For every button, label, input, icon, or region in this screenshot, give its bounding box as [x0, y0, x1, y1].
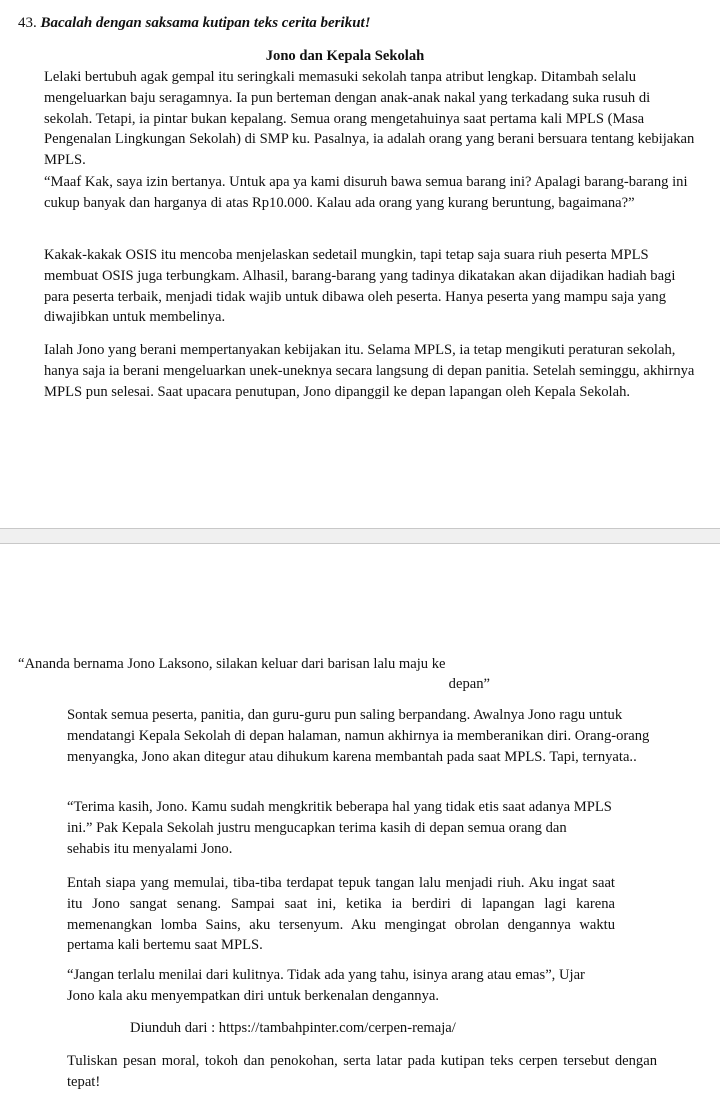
story-paragraph: Lelaki bertubuh agak gempal itu seringkali memasuki sekolah tanpa atribut lengkap. Ditambah selalu mengeluarkan baju seragamnya. Ia pun berteman dengan anak-anak nakal yang terkadang suka rusuh di sekolah. Tetapi, ia pintar bukan kepalang. Semua orang mengetahuinya saat pertama kali MPLS (Masa Pengenalan Lingkungan Sekolah) di SMP ku. Pasalnya, ia adalah orang yang berani bersuara tentang kebijakan MPLS. [44, 69, 695, 169]
story-paragraph: Ialah Jono yang berani mempertanyakan kebijakan itu. Selama MPLS, ia tetap mengikuti peraturan sekolah, hanya saja ia berani mengeluarkan unek-uneknya secara langsung di depan panitia. Setelah seminggu, akhirnya MPLS pun selesai. Saat upacara penutupan, Jono dipanggil ke depan lapangan oleh Kepala Sekolah. [44, 342, 695, 400]
page-break-divider [0, 528, 720, 544]
question-instruction: Bacalah dengan saksama kutipan teks cerita berikut! [40, 15, 371, 31]
document-page-1 [0, 0, 720, 528]
question-header [18, 13, 708, 34]
question-number: 43. [18, 15, 37, 31]
task-instruction: Tuliskan pesan moral, tokoh dan penokohan, serta latar pada kutipan teks cerpen tersebut dengan tepat! [67, 1053, 657, 1090]
source-citation: Diunduh dari : https://tambahpinter.com/cerpen-remaja/ [130, 1020, 456, 1036]
story-paragraph: “Jangan terlalu menilai dari kulitnya. Tidak ada yang tahu, isinya arang atau emas”, Ujar Jono kala aku menyempatkan diri untuk berkenalan dengannya. [67, 967, 585, 1004]
story-paragraph: “Terima kasih, Jono. Kamu sudah mengkritik beberapa hal yang tidak etis saat adanya MPLS ini.” Pak Kepala Sekolah justru mengucapkan terima kasih di depan semua orang dan sehabis itu menyalami Jono. [67, 799, 612, 857]
principal-call-line-2: depan” [448, 676, 490, 692]
story-paragraph: “Maaf Kak, saya izin bertanya. Untuk apa ya kami disuruh bawa semua barang ini? Apalagi barang-barang ini cukup banyak dan harganya di atas Rp10.000. Kalau ada orang yang kurang beruntung, bagaimana?” [44, 174, 688, 211]
story-paragraph: Sontak semua peserta, panitia, dan guru-guru pun saling berpandang. Awalnya Jono ragu untuk mendatangi Kepala Sekolah di depan halaman, namun akhirnya ia memberanikan diri. Orang-orang menyangka, Jono akan ditegur atau dihukum karena membantah pada saat MPLS. Tapi, ternyata.. [67, 707, 650, 765]
story-paragraph: Kakak-kakak OSIS itu mencoba menjelaskan sedetail mungkin, tapi tetap saja suara riuh peserta MPLS membuat OSIS juga terbungkam. Alhasil, barang-barang yang tadinya dikatakan akan dijadikan hadiah bagi para peserta terbaik, menjadi tidak wajib untuk dibawa oleh peserta. Hanya peserta yang mampu saja yang diwajibkan untuk membelinya. [44, 247, 676, 326]
story-paragraph: Entah siapa yang memulai, tiba-tiba terdapat tepuk tangan lalu menjadi riuh. Aku ingat saat itu Jono sangat senang. Sampai saat ini, ketika ia berdiri di lapangan lagi karena memenangkan lomba Sains, aku tersenyum. Aku mengingat obrolan dengannya waktu pertama kali bertemu saat MPLS. [67, 875, 615, 954]
principal-call-line-1: “Ananda bernama Jono Laksono, silakan keluar dari barisan lalu maju ke [18, 656, 446, 672]
story-title: Jono dan Kepala Sekolah [265, 48, 425, 64]
document-page-2 [0, 544, 720, 1099]
